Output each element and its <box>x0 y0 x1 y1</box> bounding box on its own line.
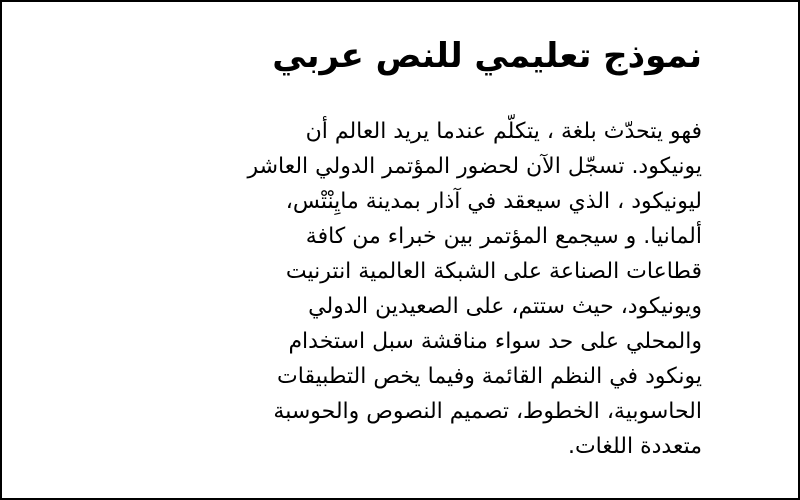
document-title: نموذج تعليمي للنص عربي <box>272 36 702 76</box>
body-line: متعددة اللغات. <box>567 434 702 459</box>
body-line: يونيكود. تسجّل الآن لحضور المؤتمر الدولي العاشر <box>247 154 702 179</box>
body-line: والمحلي على حد سواء مناقشة سبل استخدام <box>288 329 702 354</box>
body-line: فهو يتحدّث بلغة ، يتكلّم عندما يريد العالم أن <box>305 119 702 144</box>
body-line: قطاعات الصناعة على الشبكة العالمية انترنيت <box>285 259 702 284</box>
body-line: ألمانيا. و سيجمع المؤتمر بين خبراء من كافة <box>305 224 702 249</box>
body-line: الحاسوبية، الخطوط، تصميم النصوص والحوسبة <box>273 399 702 424</box>
body-line: ليونيكود ، الذي سيعقد في آذار بمدينة مايِنْتْس، <box>285 189 702 214</box>
body-line: ويونيكود، حيث ستتم، على الصعيدين الدولي <box>308 294 702 319</box>
document-content <box>62 26 702 464</box>
document-body <box>62 114 702 464</box>
body-line: يونكود في النظم القائمة وفيما يخص التطبيقات <box>277 364 702 389</box>
